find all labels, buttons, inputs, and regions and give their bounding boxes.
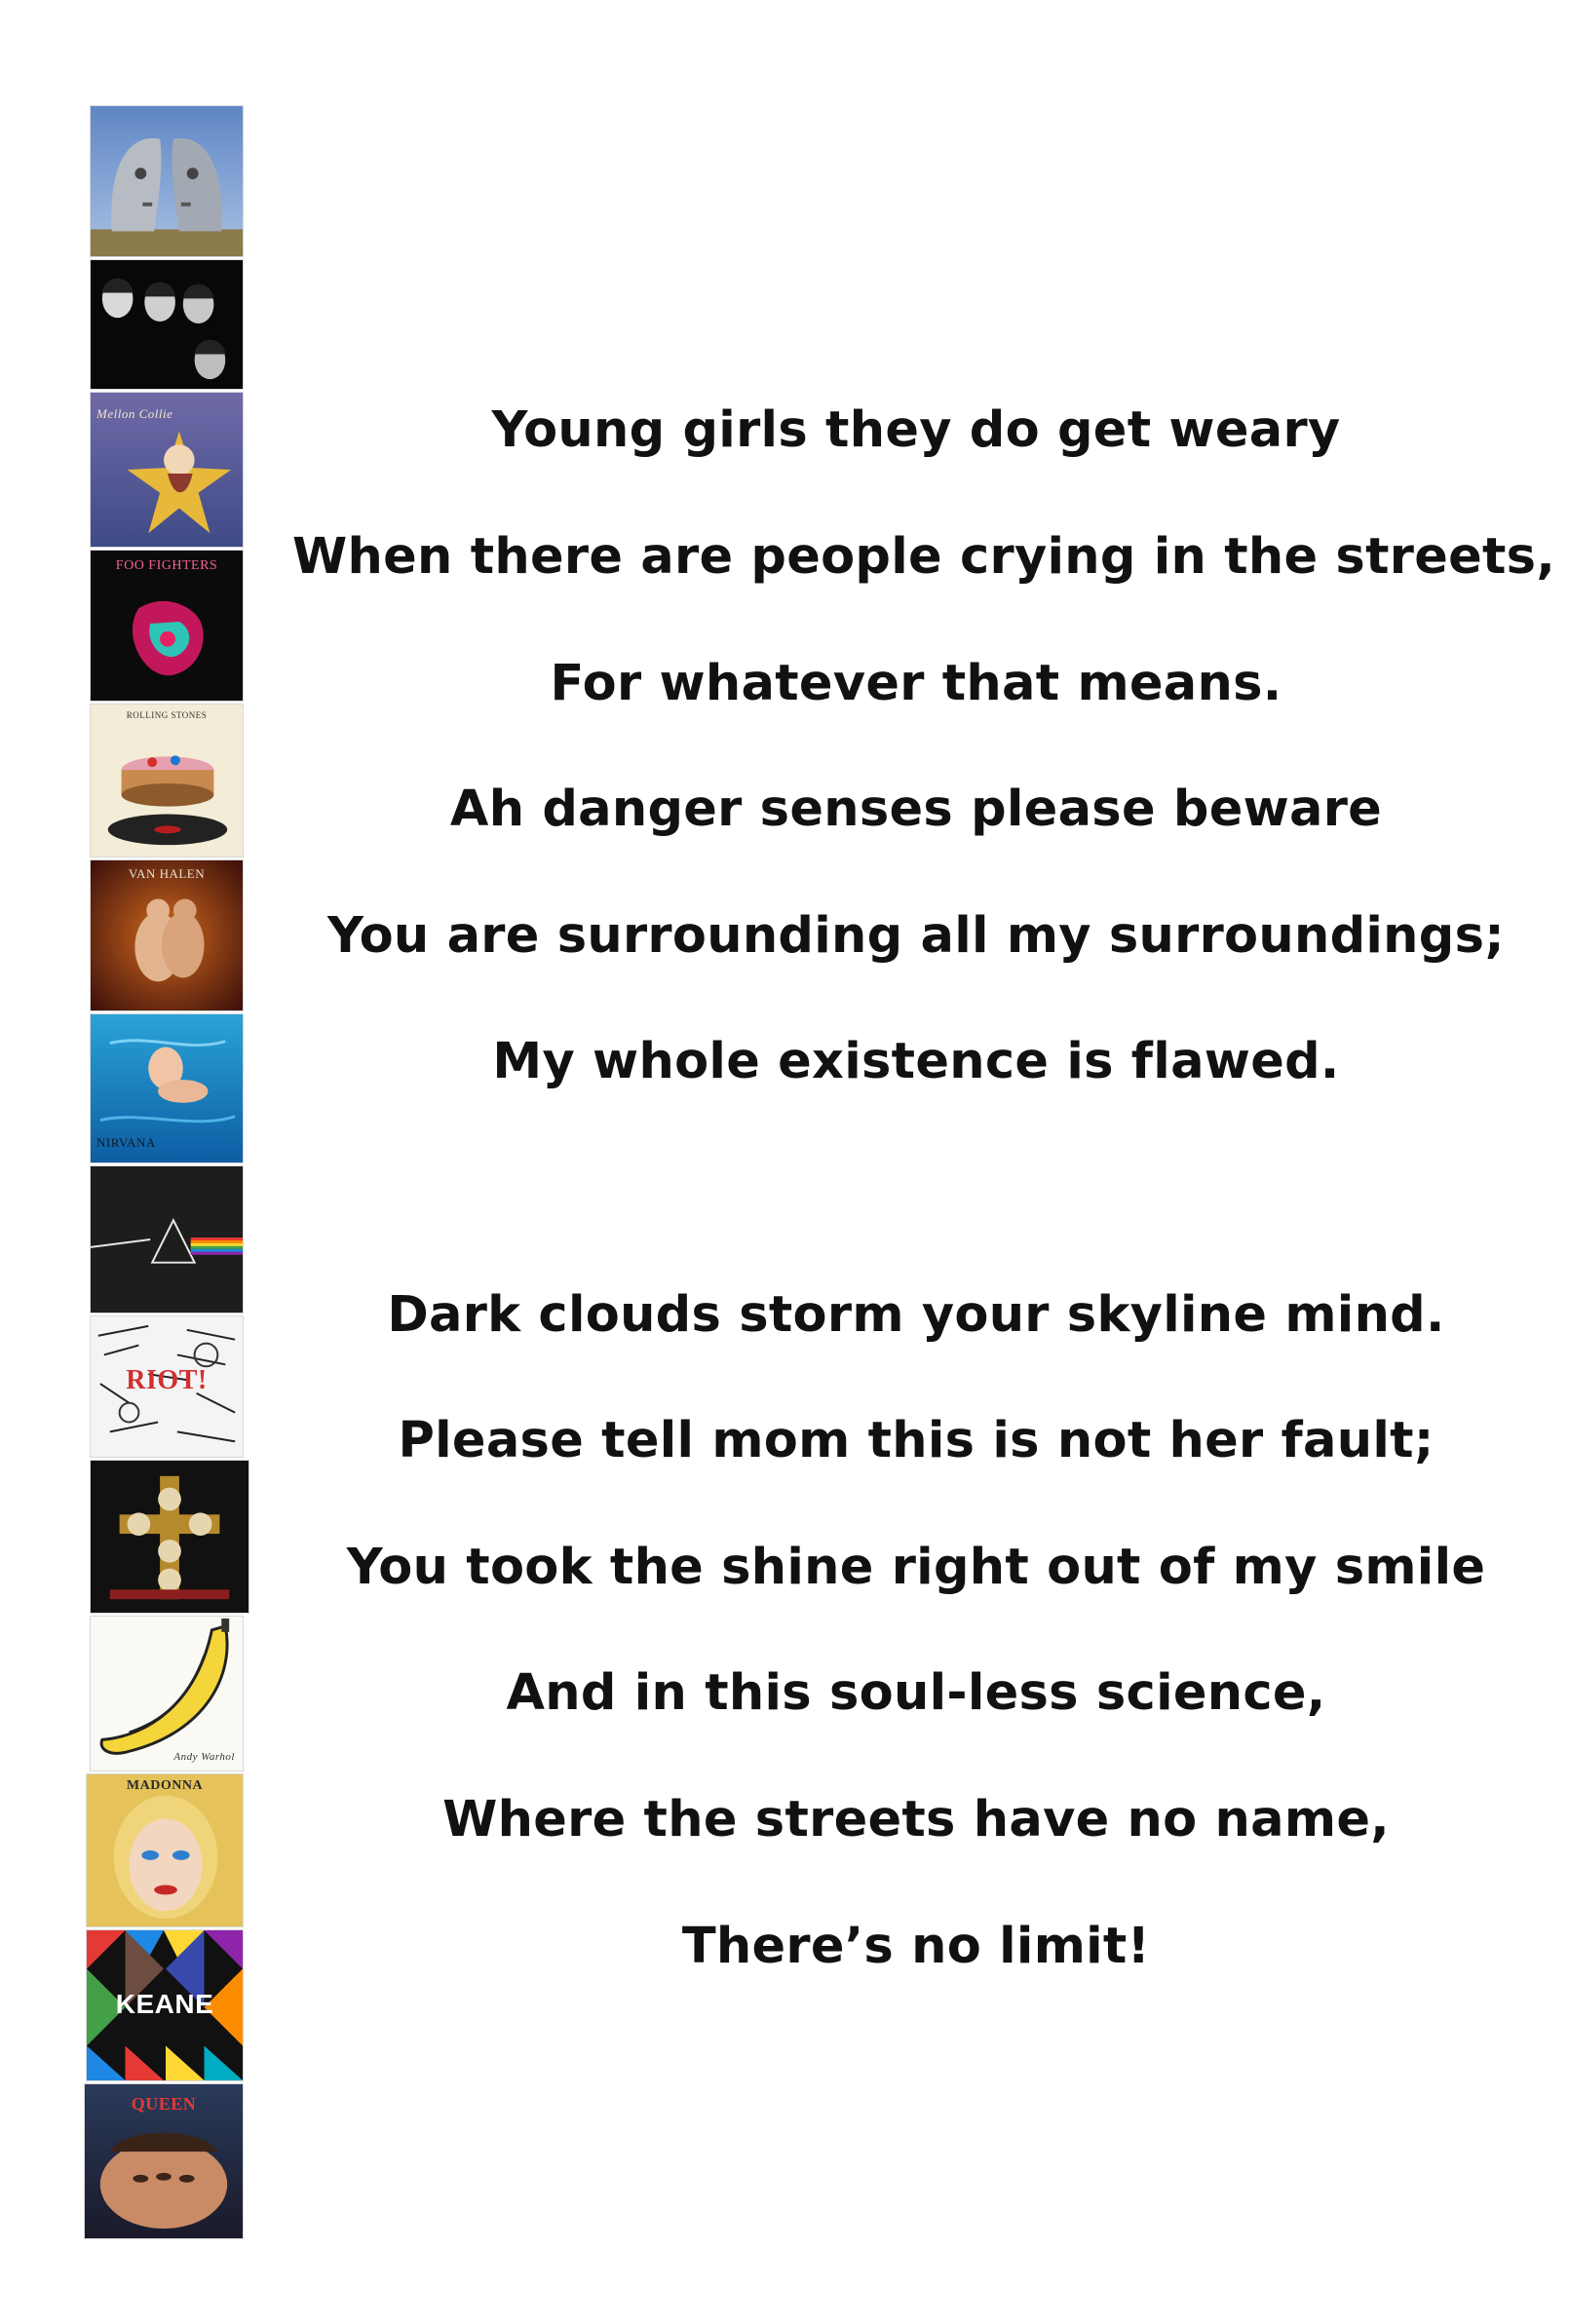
pink-floyd-dark-side-cover <box>90 1165 244 1314</box>
velvet-underground-banana-cover <box>90 1616 244 1772</box>
cover-label: VAN HALEN <box>128 866 206 881</box>
queen-miracle-cover <box>84 2083 244 2239</box>
cover-label: KEANE <box>115 1989 214 2019</box>
foo-fighters-cover <box>90 550 244 702</box>
cover-label: Andy Warhol <box>173 1751 235 1763</box>
dark-side-art <box>91 1166 243 1313</box>
poem <box>292 0 1555 2324</box>
album-cover-strip <box>84 105 249 2254</box>
keane-cover <box>86 1929 244 2081</box>
cover-label: Mellon Collie <box>96 406 173 421</box>
poem-line: Dark clouds storm your skyline mind. <box>387 1286 1445 1344</box>
cover-label: ROLLING STONES <box>126 710 208 720</box>
poem-line: Where the streets have no name, <box>442 1791 1390 1848</box>
beatles-art <box>91 260 243 389</box>
poem-line: When there are people crying in the streets, <box>292 528 1555 586</box>
appetite-art <box>91 1461 249 1613</box>
poem-line: There’s no limit! <box>681 1918 1151 1975</box>
cover-label: NIRVANA <box>96 1135 156 1150</box>
rolling-stones-let-it-bleed-cover <box>90 704 244 857</box>
division-bell-art <box>91 106 243 256</box>
poem-line: Ah danger senses please beware <box>449 781 1383 838</box>
pink-floyd-division-bell-cover <box>90 105 244 257</box>
smashing-pumpkins-mellon-collie-cover <box>90 392 244 548</box>
celebration-art <box>87 1774 243 1926</box>
guns-n-roses-appetite-cover <box>90 1460 249 1614</box>
poem-line: Young girls they do get weary <box>491 401 1341 459</box>
balance-art <box>91 860 243 1010</box>
poem-line: You are surrounding all my surroundings; <box>327 907 1505 965</box>
madonna-celebration-cover <box>86 1773 244 1927</box>
banana-art <box>91 1617 243 1771</box>
poem-line: And in this soul-less science, <box>506 1664 1326 1722</box>
paramore-riot-cover <box>90 1315 244 1458</box>
nirvana-nevermind-cover <box>90 1013 244 1163</box>
poem-line: My whole existence is flawed. <box>492 1033 1340 1090</box>
beatles-with-the-beatles-cover <box>90 259 244 390</box>
poem-line: For whatever that means. <box>550 655 1282 712</box>
poem-line: You took the shine right out of my smile <box>346 1539 1486 1596</box>
cover-label: RIOT! <box>126 1365 208 1395</box>
let-it-bleed-art <box>91 705 243 857</box>
cover-label: FOO FIGHTERS <box>115 558 218 573</box>
poem-line: Please tell mom this is not her fault; <box>398 1412 1435 1469</box>
cover-label: QUEEN <box>131 2094 197 2114</box>
van-halen-balance-cover <box>90 859 244 1011</box>
cover-label: MADONNA <box>126 1778 204 1793</box>
